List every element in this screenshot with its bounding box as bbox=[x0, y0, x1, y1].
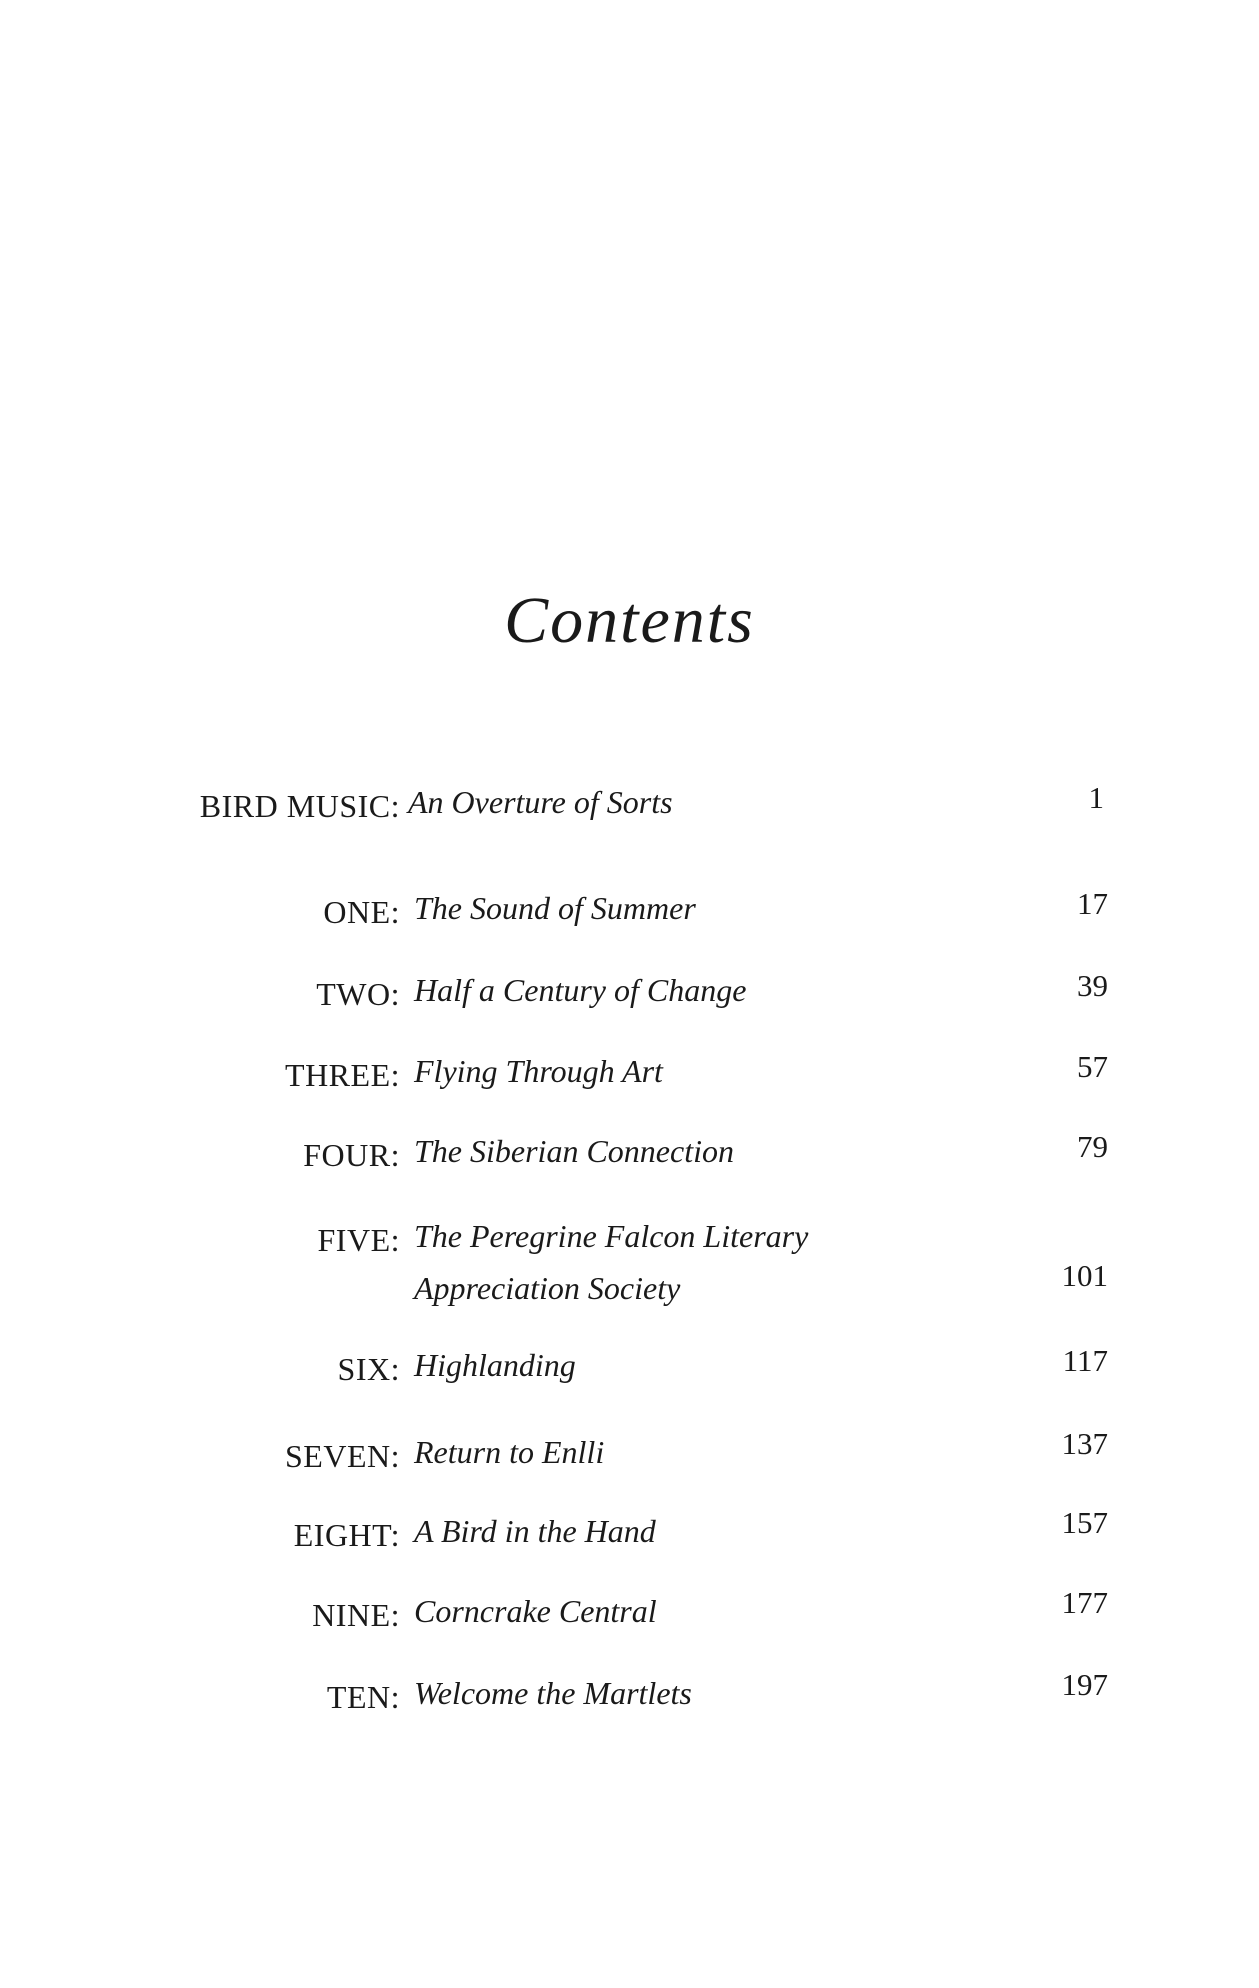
entry-label: NINE: bbox=[312, 1597, 400, 1633]
entry-label: THREE: bbox=[285, 1057, 400, 1093]
entry-label: SEVEN: bbox=[285, 1438, 400, 1474]
entry-label: BIRD MUSIC: bbox=[199, 788, 400, 824]
entry-title: Flying Through Art bbox=[414, 1053, 663, 1089]
entry-label: SIX: bbox=[337, 1351, 400, 1387]
entry-page-number: 101 bbox=[1061, 1258, 1108, 1293]
entry-label: FOUR: bbox=[303, 1137, 400, 1173]
entry-page-number: 197 bbox=[1061, 1667, 1108, 1702]
entry-title: Corncrake Central bbox=[414, 1593, 657, 1629]
entry-title: Half a Century of Change bbox=[414, 972, 747, 1008]
entry-page-number: 137 bbox=[1061, 1426, 1108, 1461]
entry-label: ONE: bbox=[323, 894, 400, 930]
entry-title: Welcome the Martlets bbox=[414, 1675, 692, 1711]
entry-label: TWO: bbox=[316, 976, 400, 1012]
entry-title: Return to Enlli bbox=[414, 1434, 605, 1470]
entry-page-number: 1 bbox=[1088, 780, 1104, 815]
entry-title: An Overture of Sorts bbox=[408, 784, 673, 820]
entry-label: TEN: bbox=[326, 1679, 400, 1715]
entry-title: Highlanding bbox=[414, 1347, 576, 1383]
entry-label: EIGHT: bbox=[293, 1517, 400, 1553]
entry-page-number: 57 bbox=[1077, 1049, 1108, 1084]
entry-title: A Bird in the Hand bbox=[414, 1513, 656, 1549]
entry-label: FIVE: bbox=[317, 1222, 400, 1258]
entry-page-number: 17 bbox=[1077, 886, 1108, 921]
entry-page-number: 39 bbox=[1077, 968, 1108, 1003]
entry-page-number: 117 bbox=[1062, 1343, 1108, 1378]
entry-page-number: 157 bbox=[1061, 1505, 1108, 1540]
entry-page-number: 79 bbox=[1077, 1129, 1108, 1164]
entry-title: The Peregrine Falcon Literary Appreciation Society bbox=[414, 1218, 809, 1306]
entry-title: The Sound of Summer bbox=[414, 890, 696, 926]
entry-title: The Siberian Connection bbox=[414, 1133, 734, 1169]
page-title: Contents bbox=[504, 584, 755, 657]
entry-page-number: 177 bbox=[1061, 1585, 1108, 1620]
